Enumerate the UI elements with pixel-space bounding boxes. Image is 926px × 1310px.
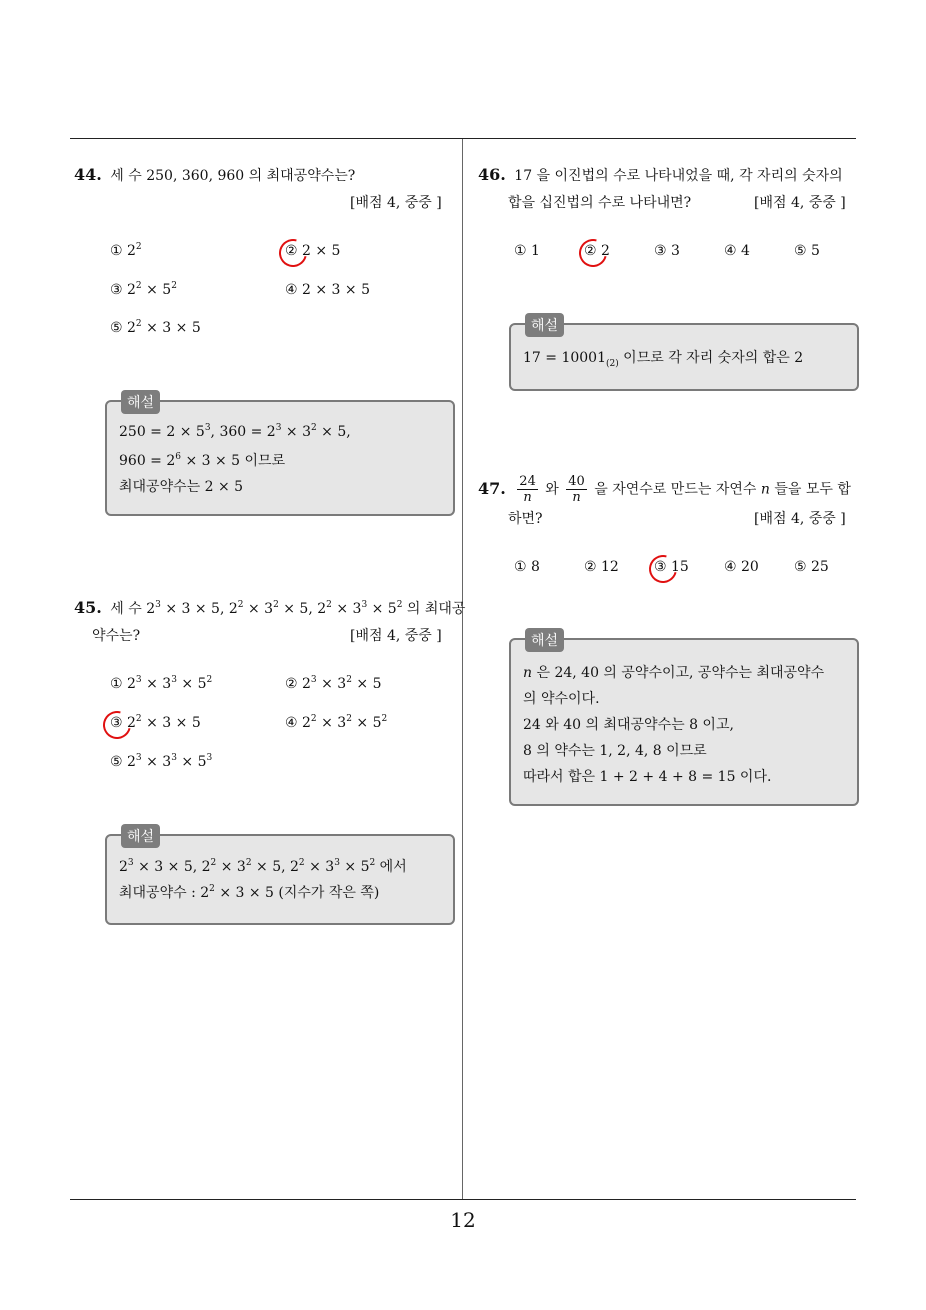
choice-3[interactable]: ③ 3 <box>654 243 680 259</box>
page-number: 12 <box>450 1208 476 1232</box>
question-meta: [배점 4, 중중 ] <box>350 628 442 644</box>
explanation-line: $960 = 2^6 \times 3 \times 5$ 이므로 <box>119 452 286 469</box>
question-text: 와 <box>545 481 559 498</box>
explanation-box <box>105 395 455 516</box>
explanation-tag: 해설 <box>121 824 160 848</box>
column-divider <box>462 139 463 1200</box>
explanation-line: 8 의 약수는 1, 2, 4, 8 이므로 <box>523 743 707 759</box>
explanation-line: 24 와 40 의 최대공약수는 8 이고, <box>523 717 734 733</box>
choice-1[interactable]: ① $2^3 \times 3^3 \times 5^2$ <box>110 675 213 692</box>
explanation-tag: 해설 <box>525 628 564 652</box>
explanation-tag: 해설 <box>525 313 564 337</box>
question-text: 을 자연수로 만드는 자연수 n 들을 모두 합 <box>594 481 851 498</box>
explanation-line: $17 = 10001_{(2)}$ 이므로 각 자리 숫자의 합은 2 <box>523 350 804 369</box>
choice-5[interactable]: ⑤ 5 <box>794 243 820 259</box>
question-text-line2: 합을 십진법의 수로 나타내면? <box>508 195 692 211</box>
question-meta: [배점 4, 중중 ] <box>350 195 442 211</box>
explanation-tag: 해설 <box>121 390 160 414</box>
explanation-line: 의 약수이다. <box>523 691 600 707</box>
question-meta: [배점 4, 중중 ] <box>754 195 846 211</box>
explanation-line: 최대공약수 : $2^2 \times 3 \times 5$ (지수가 작은 쪽) <box>119 884 380 901</box>
choice-1[interactable]: ① $2^2$ <box>110 242 142 259</box>
question-number: 47. <box>478 478 506 498</box>
question-number: 46. <box>478 165 506 184</box>
bottom-rule <box>70 1199 856 1200</box>
explanation-line: $250 = 2 \times 5^3$, $360 = 2^3 \times 3^2 \times 5$, <box>119 423 351 440</box>
choice-1[interactable]: ① 1 <box>514 243 540 259</box>
choice-4[interactable]: ④ 4 <box>724 243 750 259</box>
question-44-stem <box>74 165 355 185</box>
choice-2[interactable]: ② 2 <box>584 243 610 259</box>
choice-1[interactable]: ① 8 <box>514 559 540 575</box>
choice-3[interactable]: ③ 15 <box>654 559 689 575</box>
choice-2[interactable]: ② $2^3 \times 3^2 \times 5$ <box>285 675 382 692</box>
explanation-line: $2^3 \times 3 \times 5$, $2^2 \times 3^2 \times 5$, $2^2 \times 3^3 \times 5^2$ 에서 <box>119 858 407 875</box>
question-text-line2: 약수는? <box>92 628 141 644</box>
top-rule <box>70 138 856 139</box>
choice-5[interactable]: ⑤ $2^2 \times 3 \times 5$ <box>110 319 201 336</box>
question-text: 17 을 이진법의 수로 나타내었을 때, 각 자리의 숫자의 <box>514 168 843 184</box>
choice-4[interactable]: ④ $2^2 \times 3^2 \times 5^2$ <box>285 714 388 731</box>
explanation-box <box>509 633 859 806</box>
explanation-box <box>105 829 455 925</box>
choice-3[interactable]: ③ $2^2 \times 3 \times 5$ <box>110 714 201 731</box>
fraction-40-over-n: $\frac{40}{n}$ <box>568 474 585 505</box>
choice-4[interactable]: ④ 20 <box>724 559 759 575</box>
question-meta: [배점 4, 중중 ] <box>754 511 846 527</box>
choice-2[interactable]: ② 12 <box>584 559 619 575</box>
question-45-stem <box>74 598 465 618</box>
explanation-line: n 은 24, 40 의 공약수이고, 공약수는 최대공약수 <box>523 665 825 681</box>
question-text-line2: 하면? <box>508 511 543 527</box>
explanation-line: 최대공약수는 2 × 5 <box>119 479 244 495</box>
choice-5[interactable]: ⑤ $2^3 \times 3^3 \times 5^3$ <box>110 753 213 770</box>
choice-3[interactable]: ③ $2^2 \times 5^2$ <box>110 281 177 298</box>
choice-2[interactable]: ② 2 × 5 <box>285 243 341 259</box>
explanation-line: 따라서 합은 1 + 2 + 4 + 8 = 15 이다. <box>523 769 772 785</box>
question-47-stem <box>478 474 851 505</box>
question-text: 세 수 250, 360, 960 의 최대공약수는? <box>110 168 356 184</box>
choice-5[interactable]: ⑤ 25 <box>794 559 829 575</box>
fraction-24-over-n: $\frac{24}{n}$ <box>519 474 536 505</box>
choice-4[interactable]: ④ 2 × 3 × 5 <box>285 282 370 298</box>
question-46-stem <box>478 165 843 185</box>
question-text: 세 수 $2^3 \times 3 \times 5$, $2^2 \times 3^2 \times 5$, $2^2 \times 3^3 \times 5^2$ 의 최대공 <box>110 600 466 617</box>
explanation-box <box>509 318 859 391</box>
question-number: 44. <box>74 165 102 184</box>
question-number: 45. <box>74 598 102 617</box>
